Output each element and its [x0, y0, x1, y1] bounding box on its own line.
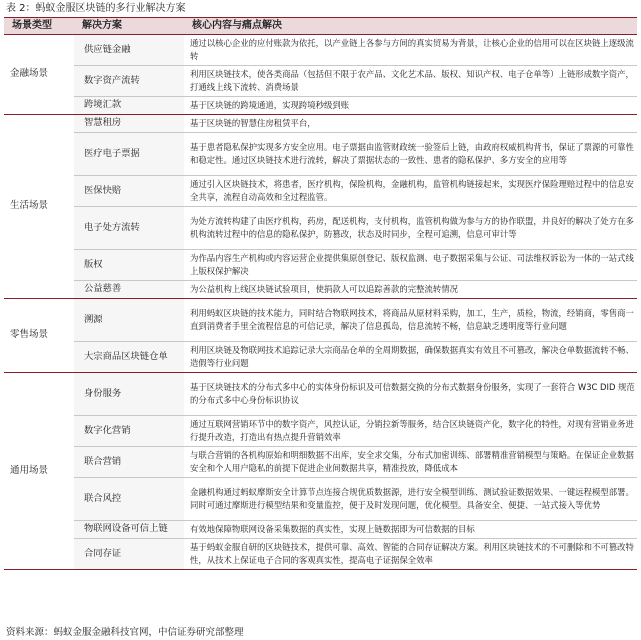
category-retail: 零售场景 [4, 299, 74, 373]
table-row [4, 207, 637, 250]
description-cell: 金融机构通过蚂蚁摩斯安全计算节点连接合规优质数据源，进行安全模型训练、测试验证数据效果、一键远程模型部署。同时可通过摩斯进行模型结果和变量监控，便于及时发现问题，优化模型。具备安全、便捷、一站式接入等优势 [184, 478, 637, 521]
description-cell: 通过以核心企业的应付账款为依托，以产业链上各参与方间的真实贸易为背景，让核心企业的信用可以在区块链上逐级流转 [184, 35, 637, 66]
category-general: 通用场景 [4, 373, 74, 570]
scenario-cell: 合同存证 [74, 539, 184, 570]
table-row [4, 176, 637, 207]
description-cell: 有效地保障物联网设备采集数据的真实性，实现上链数据即为可信数据的目标 [184, 521, 637, 539]
table-row [4, 521, 637, 539]
description-cell: 通过引入区块链技术，将患者，医疗机构，保险机构，金融机构，监管机构链接起来，实现医疗保险理赔过程中的信息安全共享，流程自动高效和全过程监管。 [184, 176, 637, 207]
header-solution: 解决方案 [74, 18, 184, 35]
table-row [4, 539, 637, 570]
table-caption: 表 2：蚂蚁金服区块链的多行业解决方案 [6, 3, 186, 14]
solutions-table [4, 17, 637, 570]
description-cell: 基于区块链的智慧住房租赁平台， [184, 115, 637, 133]
scenario-cell: 溯源 [74, 299, 184, 342]
header-core-content: 核心内容与痛点解决 [184, 18, 637, 35]
table-row [4, 66, 637, 97]
table-row [4, 115, 637, 133]
scenario-cell: 联合风控 [74, 478, 184, 521]
scenario-cell: 公益慈善 [74, 281, 184, 299]
table-row [4, 97, 637, 115]
scenario-cell: 大宗商品区块链仓单 [74, 342, 184, 373]
table-row [4, 478, 637, 521]
scenario-cell: 智慧租房 [74, 115, 184, 133]
scenario-cell: 联合营销 [74, 447, 184, 478]
category-life: 生活场景 [4, 115, 74, 299]
description-cell: 为公益机构上线区块链试验项目，使捐款人可以追踪善款的完整流转情况 [184, 281, 637, 299]
table-row [4, 447, 637, 478]
scenario-cell: 医保快赔 [74, 176, 184, 207]
description-cell: 为处方流转构建了由医疗机构，药房，配送机构，支付机构，监管机构做为参与方的协作联盟，并良好的解决了处方在多机构流转过程中的信息的隐私保护，防篡改，状态及时同步，全程可追溯，信息可审计等 [184, 207, 637, 250]
description-cell: 与联合营销的各机构原始和明细数据不出库，安全求交集，分布式加密训练、部署精准营销模型与策略。在保证企业数据安全和个人用户隐私的前提下促进企业间数据共享，精准投放，降低成本 [184, 447, 637, 478]
table-row [4, 416, 637, 447]
source-note: 资料来源：蚂蚁金服金融科技官网，中信证券研究部整理 [6, 627, 244, 638]
header-scene-type: 场景类型 [4, 18, 74, 35]
table-row [4, 373, 637, 416]
table-row [4, 35, 637, 66]
description-cell: 为作品内容生产机构或内容运营企业提供集原创登记、版权监测、电子数据采集与公证、司法维权诉讼为一体的一站式线上版权保护解决 [184, 250, 637, 281]
description-cell: 通过互联网营销环节中的数字资产，风控认证，分销拉新等服务，结合区块链资产化，数字化的特性，对现有营销业务进行提升改造，打造出有热点提升营销效率 [184, 416, 637, 447]
description-cell: 利用区块链及物联网技术追踪记录大宗商品仓单的全周期数据，确保数据真实有效且不可篡改，解决仓单数据流转不畅、造假等行业问题 [184, 342, 637, 373]
scenario-cell: 电子处方流转 [74, 207, 184, 250]
category-finance: 金融场景 [4, 35, 74, 115]
scenario-cell: 数字化营销 [74, 416, 184, 447]
table-row [4, 133, 637, 176]
description-cell: 基于患者隐私保护实现多方安全应用。电子票据由监管财政统一验签后上链，由政府权威机构背书，保证了票源的可靠性和稳定性。通过区块链技术进行流转，解决了票据状态的一致性、患者的隐私保护、多方安全的应用等 [184, 133, 637, 176]
scenario-cell: 版权 [74, 250, 184, 281]
scenario-cell: 数字资产流转 [74, 66, 184, 97]
table-row [4, 342, 637, 373]
description-cell: 基于区块链技术的分布式多中心的实体身份标识及可信数据交换的分布式数据身份服务，实现了一套符合 W3C DID 规范的分布式多中心身份标识协议 [184, 373, 637, 416]
description-cell: 基于区块链的跨境通道，实现跨境秒级到账 [184, 97, 637, 115]
scenario-cell: 医疗电子票据 [74, 133, 184, 176]
scenario-cell: 物联网设备可信上链 [74, 521, 184, 539]
scenario-cell: 供应链金融 [74, 35, 184, 66]
table-header-row [4, 18, 637, 35]
description-cell: 利用区块链技术，使各类商品（包括但不限于农产品、文化艺术品、版权、知识产权、电子仓单等）上链形成数字资产，打通线上线下流转、消费场景 [184, 66, 637, 97]
description-cell: 利用蚂蚁区块链的技术能力，同时结合物联网技术，将商品从原材料采购，加工，生产，质检，物流，经销商，零售商一直到消费者手里全流程信息的可信记录，解决了信息孤岛，信息流转不畅，信息缺乏透明度等行业问题 [184, 299, 637, 342]
scenario-cell: 身份服务 [74, 373, 184, 416]
table-row [4, 299, 637, 342]
table-row [4, 281, 637, 299]
description-cell: 基于蚂蚁金服自研的区块链技术，提供可靠、高效、智能的合同存证解决方案。利用区块链技术的不可删除和不可篡改特性，从技术上保证电子合同的客观真实性，提高电子证据保全效率 [184, 539, 637, 570]
table-row [4, 250, 637, 281]
scenario-cell: 跨境汇款 [74, 97, 184, 115]
